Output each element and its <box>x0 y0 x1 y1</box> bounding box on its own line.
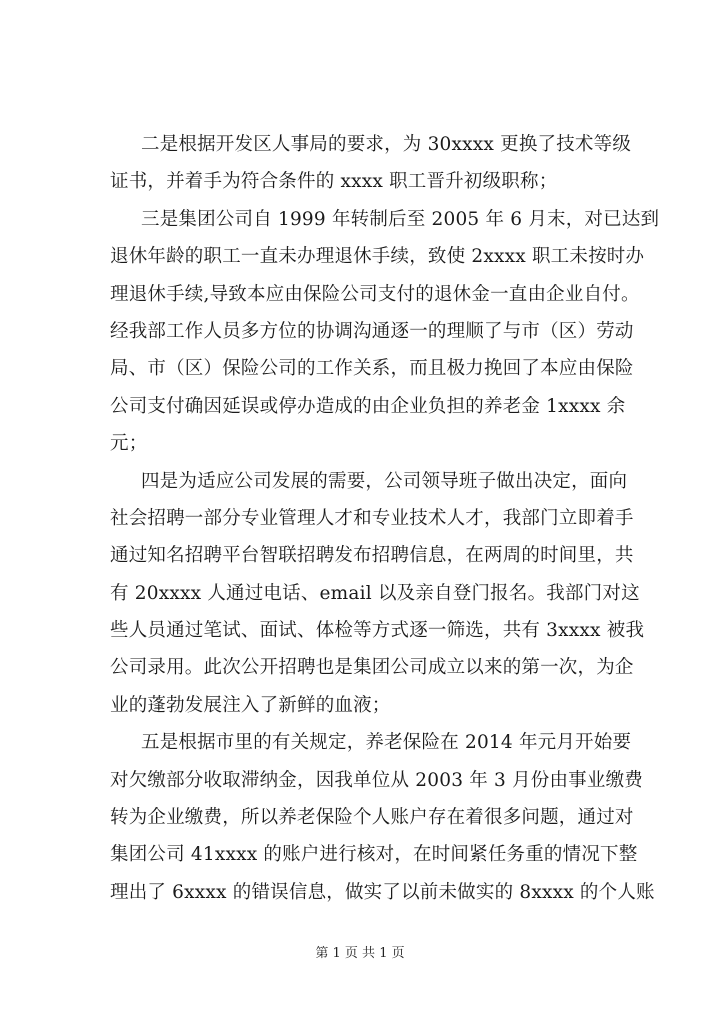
text-line: 社会招聘一部分专业管理人才和专业技术人才，我部门立即着手 <box>110 507 634 529</box>
text-line: 退休年龄的职工一直未办理退休手续，致使 2xxxx 职工未按时办 <box>110 246 645 268</box>
text-line: 业的蓬勃发展注入了新鲜的血液； <box>110 694 391 716</box>
text-line: 对欠缴部分收取滞纳金，因我单位从 2003 年 3 月份由事业缴费 <box>110 769 643 791</box>
text-line: 理出了 6xxxx 的错误信息，做实了以前未做实的 8xxxx 的个人账 <box>110 881 655 903</box>
text-line: 元； <box>110 433 148 455</box>
text-line: 经我部工作人员多方位的协调沟通逐一的理顺了与市（区）劳动 <box>110 320 634 342</box>
text-line: 些人员通过笔试、面试、体检等方式逐一筛选，共有 3xxxx 被我 <box>110 620 645 642</box>
text-line: 有 20xxxx 人通过电话、email 以及亲自登门报名。我部门对这 <box>110 582 640 604</box>
text-line: 转为企业缴费，所以养老保险个人账户存在着很多问题，通过对 <box>110 807 634 829</box>
text-line: 集团公司 41xxxx 的账户进行核对，在时间紧任务重的情况下整 <box>110 844 638 866</box>
page-footer: 第 1 页 共 1 页 <box>315 946 405 961</box>
text-line: 公司录用。此次公开招聘也是集团公司成立以来的第一次，为企 <box>110 657 634 679</box>
text-line: 局、市（区）保险公司的工作关系，而且极力挽回了本应由保险 <box>110 358 634 380</box>
text-line: 五是根据市里的有关规定，养老保险在 2014 年元月开始要 <box>141 732 632 754</box>
text-line: 四是为适应公司发展的需要，公司领导班子做出决定，面向 <box>141 470 628 492</box>
text-line: 证书，并着手为符合条件的 xxxx 职工晋升初级职称； <box>110 171 558 193</box>
text-line: 三是集团公司自 1999 年转制后至 2005 年 6 月末，对已达到 <box>141 208 660 230</box>
document-body <box>110 126 660 911</box>
text-line: 理退休手续,导致本应由保险公司支付的退休金一直由企业自付。 <box>110 283 640 305</box>
text-line: 公司支付确因延误或停办造成的由企业负担的养老金 1xxxx 余 <box>110 395 626 417</box>
text-line: 通过知名招聘平台智联招聘发布招聘信息，在两周的时间里，共 <box>110 545 634 567</box>
text-line: 二是根据开发区人事局的要求，为 30xxxx 更换了技术等级 <box>141 134 632 155</box>
